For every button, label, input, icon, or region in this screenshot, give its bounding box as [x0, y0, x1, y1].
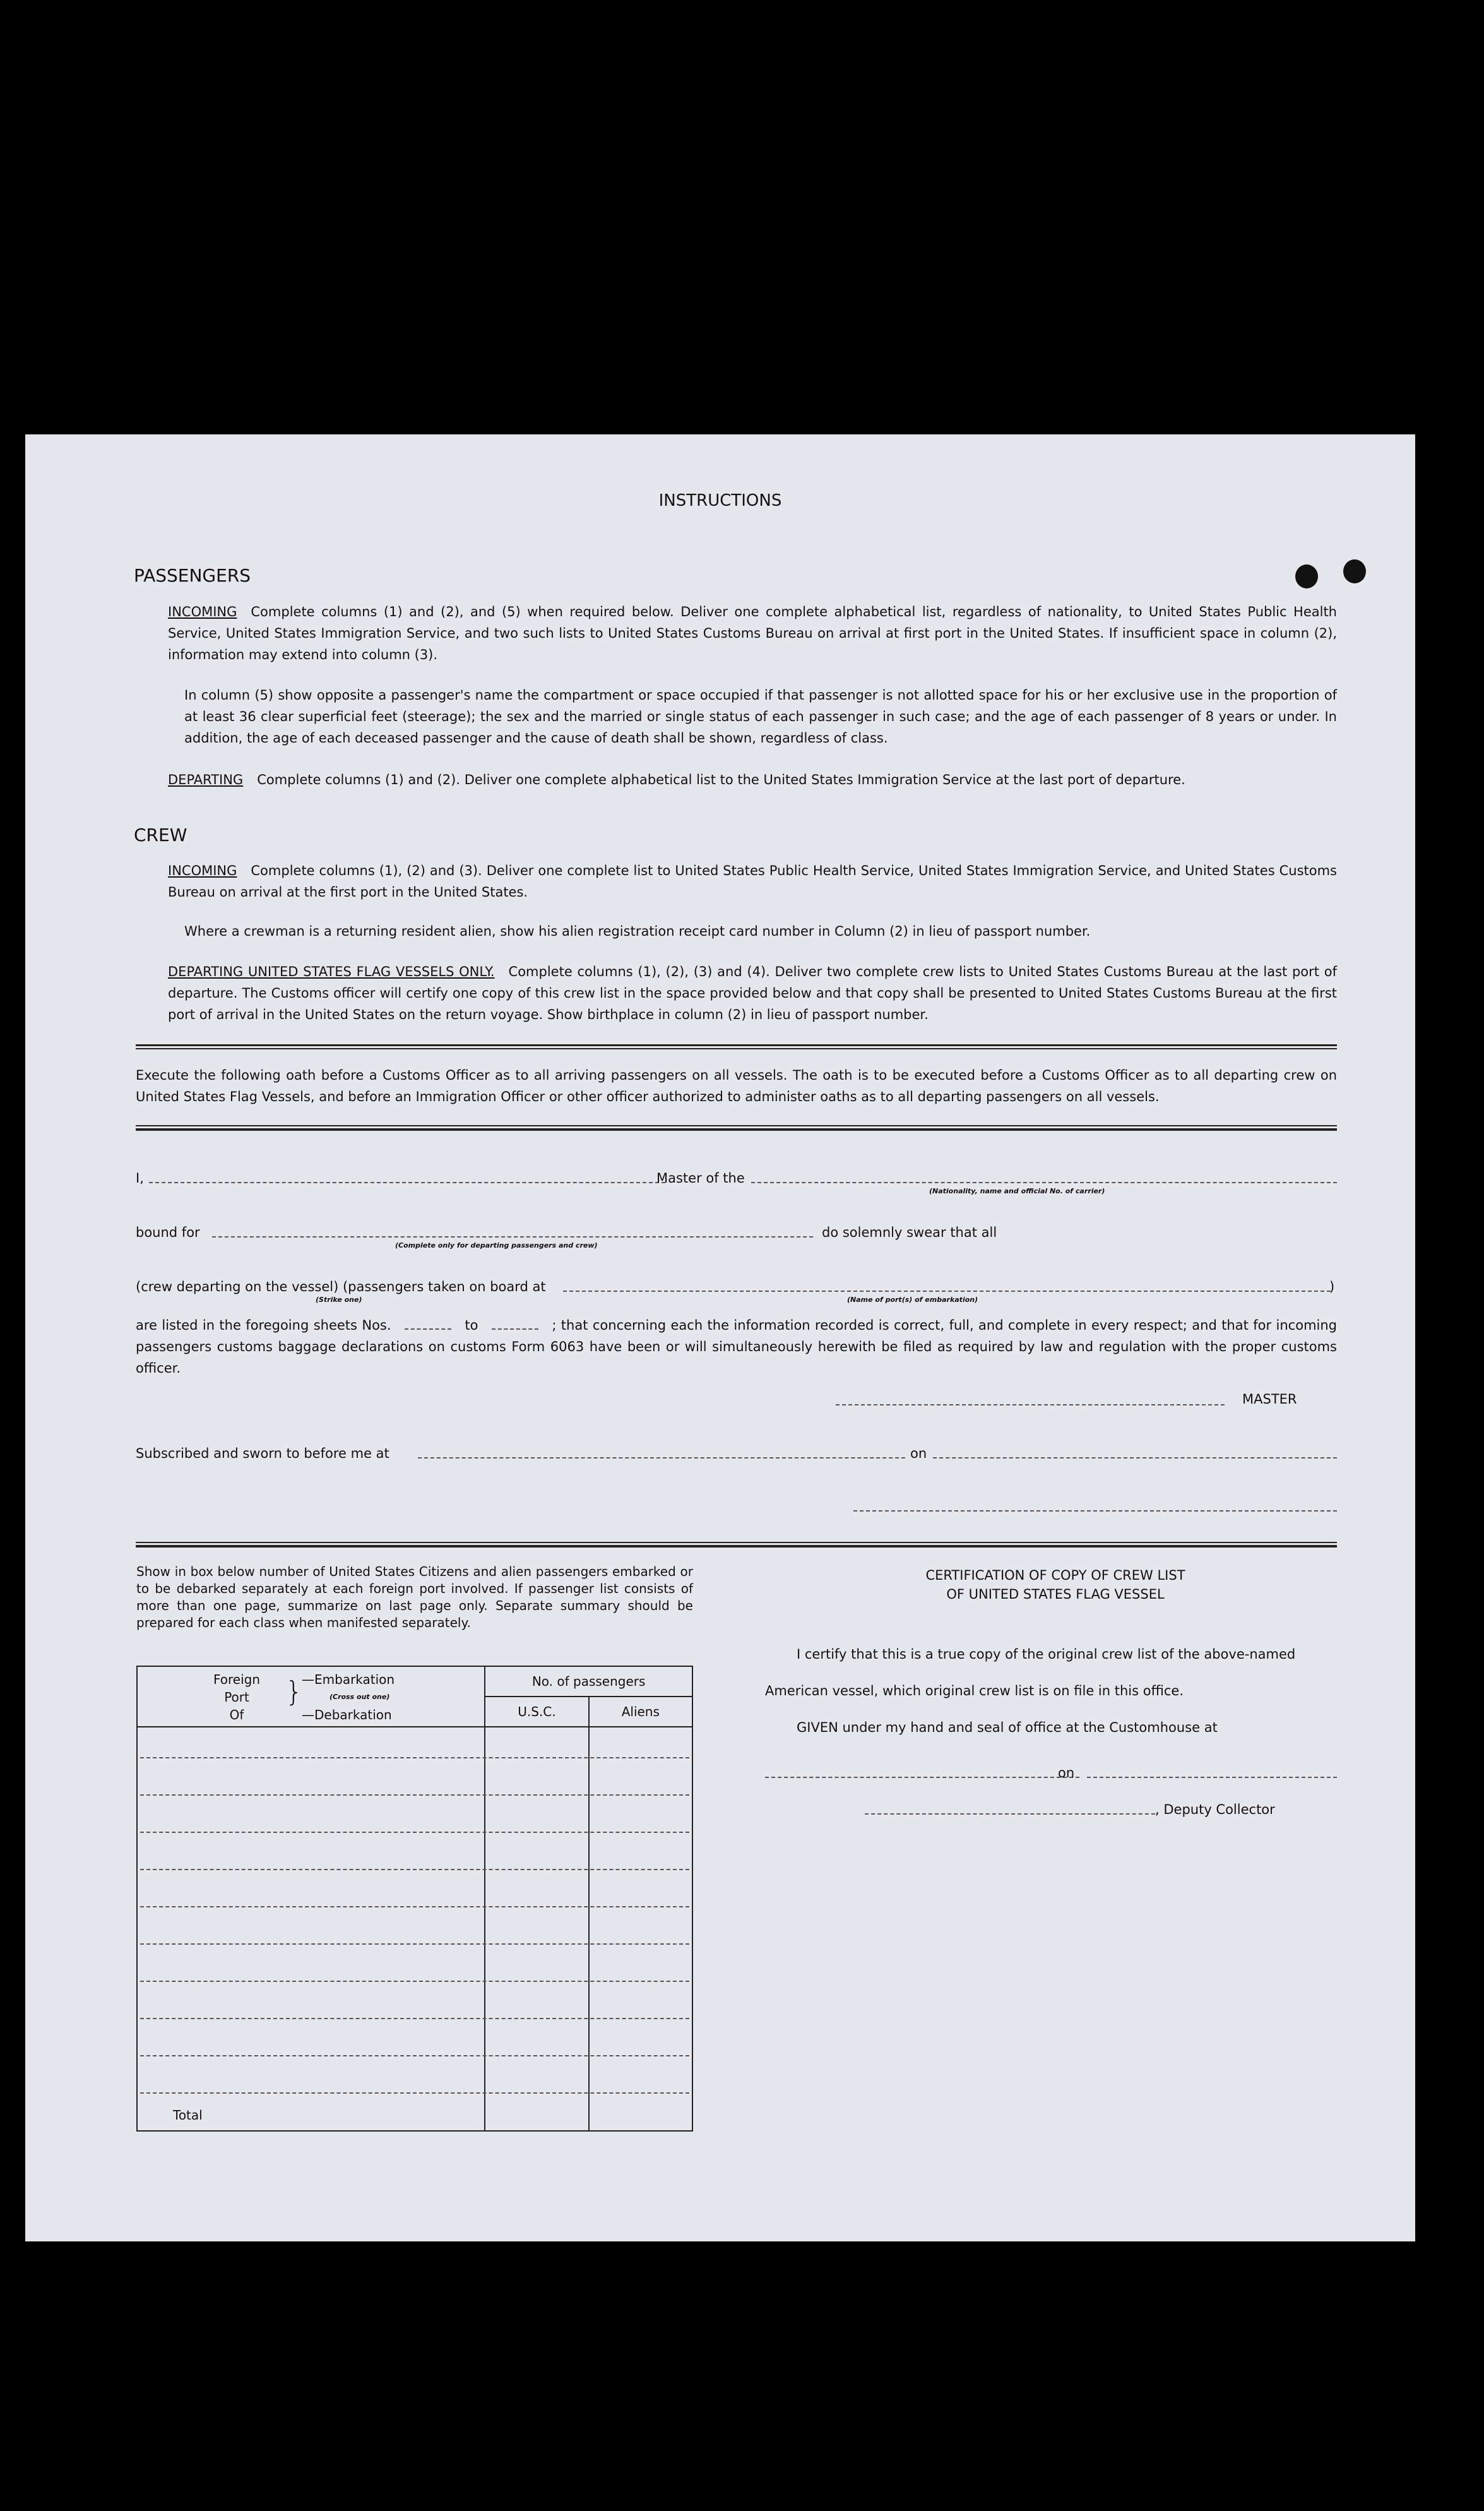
- passengers-incoming-text: Complete columns (1) and (2), and (5) when required below. Deliver one complete alphabetical list, regardless of nationality, to United States Public Health Service, United States Immigration Service, and two such lists to United States Customs Bureau on arrival at first port in the United States. If insufficient space in column (2), information may extend into column (3).: [168, 604, 1337, 662]
- ports-note: (Name of port(s) of embarkation): [847, 1296, 978, 1304]
- usc-column[interactable]: [485, 1727, 588, 2131]
- foreign-label: Foreign: [213, 1672, 261, 1687]
- deputy-signature-field[interactable]: [865, 1813, 1155, 1815]
- certification-on-label: on: [1058, 1765, 1075, 1780]
- table-row[interactable]: [140, 1832, 689, 1833]
- total-cell: [137, 1727, 485, 2131]
- table-row[interactable]: [140, 1943, 689, 1945]
- officer-signature-field[interactable]: [853, 1510, 1337, 1512]
- crew-departing-text: Complete columns (1), (2), (3) and (4). Deliver two complete crew lists to United States Customs Bureau at the last port of departure. The Customs officer will certify one copy of this crew list in the space provided below and that copy shall be presented to United States Customs Bureau at the first port of arrival in the United States on the return voyage. Show birthplace in column (2) in lieu of passport number.: [168, 964, 1337, 1022]
- table-row[interactable]: [140, 1906, 689, 1907]
- port-label: Port: [224, 1690, 249, 1705]
- sheet-from-field[interactable]: [405, 1328, 451, 1330]
- form-page: [25, 434, 1415, 2241]
- master-of-label: Master of the: [656, 1171, 745, 1186]
- crew-departing-label-line: (crew departing on the vessel) (passengers taken on board at: [136, 1279, 546, 1294]
- crew-heading: CREW: [134, 825, 187, 845]
- passengers-heading: PASSENGERS: [134, 565, 251, 586]
- table-row[interactable]: [140, 1981, 689, 1982]
- passengers-departing-text: Complete columns (1) and (2). Deliver one complete alphabetical list to the United States Immigration Service at the last port of departure.: [257, 772, 1185, 787]
- given-line: GIVEN under my hand and seal of office at the Customhouse at: [797, 1720, 1218, 1735]
- listed-paragraph: [136, 1315, 1337, 1379]
- passengers-departing-label: DEPARTING: [168, 772, 244, 787]
- certify-line2: American vessel, which original crew list is on file in this office.: [765, 1683, 1184, 1698]
- divider: [136, 1044, 1337, 1046]
- cross-out-note: (Cross out one): [329, 1693, 390, 1701]
- column5-paragraph: In column (5) show opposite a passenger's name the compartment or space occupied if that passenger is not allotted space for his or her exclusive use in the proportion of at least 36 clear superficial feet (steerage); the sex and the married or single status of each passenger in such case; and the age of each passenger of 8 years or under. In addition, the age of each deceased passenger and the cause of death shall be shown, regardless of class.: [184, 688, 1337, 746]
- table-row[interactable]: [140, 1794, 689, 1796]
- passengers-departing-paragraph: [168, 769, 1337, 790]
- master-label: MASTER: [1242, 1392, 1297, 1407]
- close-paren: ): [1329, 1279, 1335, 1294]
- divider: [136, 1125, 1337, 1126]
- oath-intro: Execute the following oath before a Customs Officer as to all arriving passengers on all vessels. The oath is to be executed before a Customs Officer as to all departing crew on United States Flag Vessels, and before an Immigration Officer or other officer authorized to administer oaths as to all departing passengers on all vessels.: [136, 1068, 1337, 1104]
- passengers-incoming-label: INCOMING: [168, 604, 237, 619]
- oath-i-label: I,: [136, 1171, 144, 1186]
- summary-instructions: Show in box below number of United States Citizens and alien passengers embarked or to be debarked separately at each foreign port involved. If passenger list consists of more than one page, summarize on last page only. Separate summary should be prepared for each class when manifested separately.: [136, 1564, 693, 1630]
- divider: [136, 1542, 1337, 1543]
- listed-text: ; that concerning each the information recorded is correct, full, and complete in every respect; and that for incoming passengers customs baggage declarations on customs Form 6063 have been or will simultaneously herewith be filed as required by law and regulation with the proper customs officer.: [136, 1318, 1338, 1376]
- strike-one-note: (Strike one): [316, 1296, 362, 1304]
- table-row[interactable]: [140, 1869, 689, 1870]
- passenger-summary-table: [136, 1666, 693, 2132]
- sheet-to-field[interactable]: [492, 1328, 538, 1330]
- punch-hole-icon: [1295, 564, 1318, 588]
- certification-title-line2: OF UNITED STATES FLAG VESSEL: [946, 1587, 1165, 1602]
- aliens-column[interactable]: [589, 1727, 692, 2131]
- divider: [136, 1048, 1337, 1049]
- divider: [136, 1128, 1337, 1131]
- punch-hole-icon: [1343, 559, 1366, 583]
- aliens-header: Aliens: [589, 1697, 692, 1727]
- master-name-field[interactable]: [149, 1182, 665, 1183]
- crew-incoming-text: Complete columns (1), (2) and (3). Deliver one complete list to United States Public Health Service, United States Immigration Service, and United States Customs Bureau on arrival at the first port in the United States.: [168, 863, 1337, 900]
- bound-for-field[interactable]: [212, 1236, 813, 1238]
- crew-incoming-paragraph: [168, 860, 1337, 903]
- table-row[interactable]: [140, 2055, 689, 2056]
- total-label: Total: [173, 2108, 203, 2123]
- embarkation-option[interactable]: —Embarkation: [302, 1672, 395, 1687]
- debarkation-option[interactable]: —Debarkation: [302, 1707, 392, 1722]
- table-row[interactable]: [140, 1757, 689, 1758]
- nationality-note: (Nationality, name and official No. of carrier): [929, 1187, 1105, 1195]
- divider: [136, 1545, 1337, 1548]
- page-title: INSTRUCTIONS: [658, 491, 782, 510]
- embarkation-ports-field[interactable]: [563, 1291, 1331, 1292]
- usc-header: U.S.C.: [485, 1697, 588, 1727]
- foreign-port-header: [137, 1666, 485, 1727]
- carrier-field[interactable]: [751, 1182, 1337, 1183]
- customhouse-field[interactable]: [765, 1777, 1079, 1778]
- subscribed-place-field[interactable]: [418, 1457, 905, 1458]
- certification-title-line1: CERTIFICATION OF COPY OF CREW LIST: [925, 1568, 1185, 1583]
- brace-icon: }: [285, 1676, 303, 1708]
- crew-incoming-label: INCOMING: [168, 863, 237, 878]
- table-row[interactable]: [140, 2018, 689, 2019]
- table-row[interactable]: [140, 2092, 689, 2094]
- passengers-incoming-paragraph: [168, 601, 1337, 665]
- certification-title: [774, 1566, 1337, 1604]
- no-passengers-header: No. of passengers: [485, 1666, 692, 1697]
- crew-departing-paragraph: [168, 961, 1337, 1025]
- bound-for-label: bound for: [136, 1225, 200, 1240]
- deputy-collector-label: , Deputy Collector: [1155, 1802, 1275, 1817]
- of-label: Of: [229, 1707, 244, 1722]
- to-label: to: [465, 1318, 478, 1333]
- subscribed-label: Subscribed and sworn to before me at: [136, 1446, 389, 1461]
- certify-line1: I certify that this is a true copy of the original crew list of the above-named: [797, 1647, 1296, 1662]
- subscribed-on-label: on: [910, 1446, 927, 1461]
- crew-resident-paragraph: Where a crewman is a returning resident alien, show his alien registration receipt card number in Column (2) in lieu of passport number.: [184, 924, 1091, 939]
- listed-prefix: are listed in the foregoing sheets Nos.: [136, 1318, 391, 1333]
- subscribed-date-field[interactable]: [933, 1457, 1337, 1458]
- complete-only-note: (Complete only for departing passengers and crew): [395, 1241, 598, 1250]
- master-signature-field[interactable]: [836, 1404, 1225, 1405]
- certification-date-field[interactable]: [1087, 1777, 1337, 1778]
- crew-departing-label: DEPARTING UNITED STATES FLAG VESSELS ONLY.: [168, 964, 495, 979]
- swear-label: do solemnly swear that all: [822, 1225, 997, 1240]
